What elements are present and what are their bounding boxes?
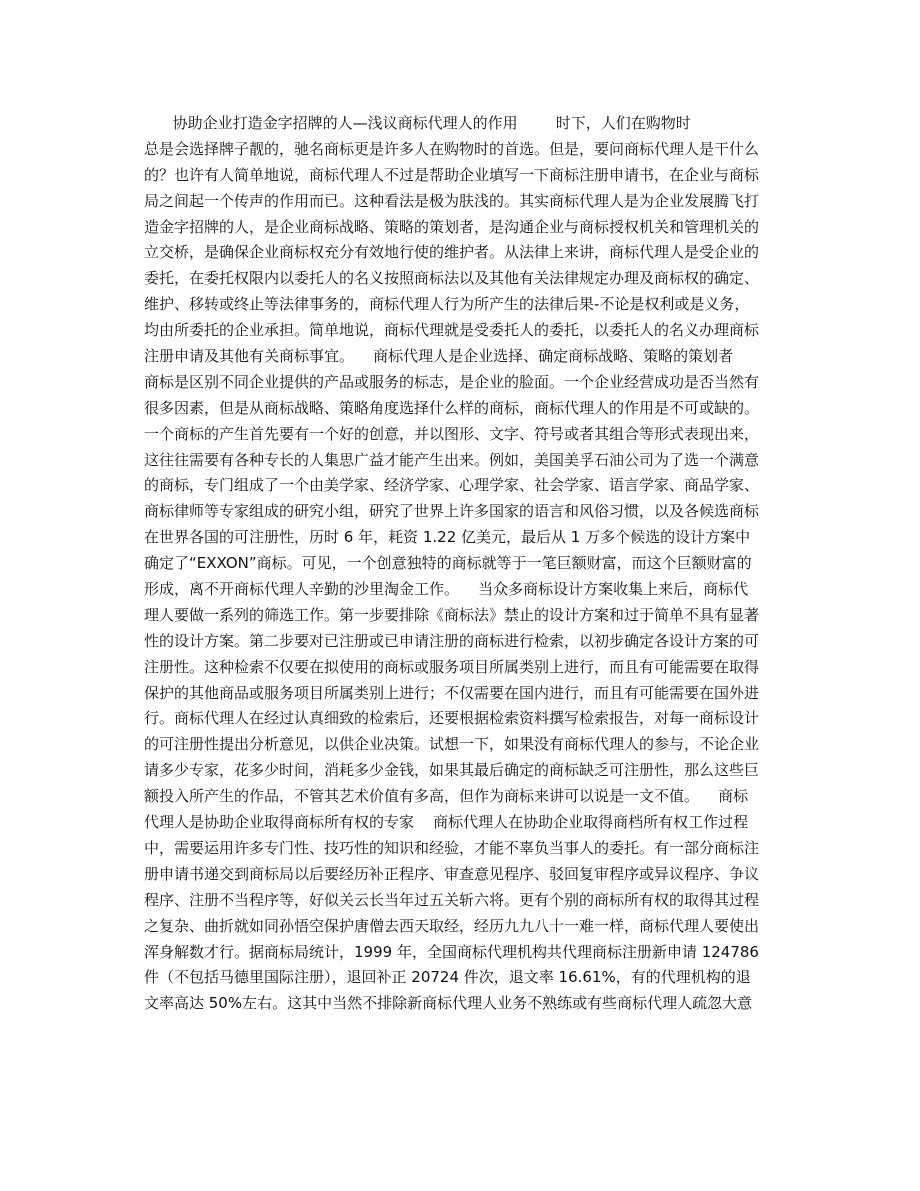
text-line: 行。商标代理人在经过认真细致的检索后，还要根据检索资料撰写检索报告，对每一商标设计	[144, 709, 760, 728]
text-line: 请多少专家，花多少时间，消耗多少金钱，如果其最后确定的商标缺乏可注册性，那么这些巨	[144, 761, 760, 780]
text-line: 理人要做一系列的筛选工作。第一步要排除《商标法》禁止的设计方案和过于简单不具有显著	[144, 605, 760, 624]
text-line: 保护的其他商品或服务项目所属类别上进行；不仅需要在国内进行，而且有可能需要在国外进	[144, 683, 760, 702]
text-line: 的可注册性提出分析意见，以供企业决策。试想一下，如果没有商标代理人的参与，不论企业	[144, 735, 760, 754]
text-line: 注册性。这种检索不仅要在拟使用的商标或服务项目所属类别上进行，而且有可能需要在取得	[144, 657, 760, 676]
section-heading-line: 代理人是协助企业取得商标所有权的专家 商标代理人在协助企业取得商档所有权工作过程	[144, 813, 749, 832]
text-line: 程序、注册不当程序等，好似关云长当年过五关斩六将。更有个别的商标所有权的取得其过程	[144, 890, 760, 909]
text-line: 一个商标的产生首先要有一个好的创意，并以图形、文字、符号或者其组合等形式表现出来，	[144, 424, 760, 443]
text-line: 均由所委托的企业承担。简单地说，商标代理就是受委托人的委托，以委托人的名义办理商标	[144, 321, 760, 340]
text-line: 额投入所产生的作品，不管其艺术价值有多高，但作为商标来讲可以说是一文不值。 商标	[144, 787, 749, 806]
text-line: 的商标，专门组成了一个由美学家、经济学家、心理学家、社会学家、语言学家、商品学家、	[144, 476, 760, 495]
text-line: 总是会选择牌子靓的，驰名商标更是许多人在购物时的首选。但是，要问商标代理人是干什么	[144, 139, 760, 158]
text-line: 立交桥，是确保企业商标权充分有效地行使的维护者。从法律上来讲，商标代理人是受企业的	[144, 243, 760, 262]
section-heading-line: 注册申请及其他有关商标事宜。 商标代理人是企业选择、确定商标战略、策略的策划者	[144, 347, 734, 366]
text-line: 中，需要运用许多专门性、技巧性的知识和经验，才能不辜负当事人的委托。有一部分商标注	[144, 838, 760, 857]
text-line: 商标律师等专家组成的研究小组，研究了世界上许多国家的语言和风俗习惯，以及各候选商标	[144, 502, 760, 521]
text-line: 件（不包括马德里国际注册），退回补正 20724 件次，退文率 16.61%，有的代理机构的退	[144, 968, 751, 987]
article-body	[144, 111, 784, 1017]
text-line: 商标是区别不同企业提供的产品或服务的标志，是企业的脸面。一个企业经营成功是否当然有	[144, 372, 760, 391]
text-line: 委托，在委托权限内以委托人的名义按照商标法以及其他有关法律规定办理及商标权的确定、	[144, 269, 760, 288]
text-line: 维护、移转或终止等法律事务的，商标代理人行为所产生的法律后果-不论是权利或是义务，	[144, 295, 750, 314]
text-line: 性的设计方案。第二步要对已注册或已申请注册的商标进行检索，以初步确定各设计方案的可	[144, 631, 760, 650]
text-line: 局之间起一个传声的作用而已。这种看法是极为肤浅的。其实商标代理人是为企业发展腾飞打	[144, 191, 760, 210]
text-line: 确定了“EXXON”商标。可见，一个创意独特的商标就等于一笔巨额财富，而这个巨额财富的	[144, 554, 752, 573]
text-line: 在世界各国的可注册性，历时 6 年，耗资 1.22 亿美元，最后从 1 万多个候选的设计方案中	[144, 528, 751, 547]
text-line: 很多因素，但是从商标战略、策略角度选择什么样的商标，商标代理人的作用是不可或缺的。	[144, 398, 760, 417]
text-line: 之复杂、曲折就如同孙悟空保护唐僧去西天取经，经历九九八十一难一样，商标代理人要使出	[144, 916, 760, 935]
text-line: 的？也许有人简单地说，商标代理人不过是帮助企业填写一下商标注册申请书，在企业与商标	[144, 165, 760, 184]
article-title-line: 协助企业打造金字招牌的人—浅议商标代理人的作用 时下，人们在购物时	[144, 114, 691, 132]
text-line: 形成，离不开商标代理人辛勤的沙里淘金工作。 当众多商标设计方案收集上来后，商标代	[144, 580, 749, 599]
text-line: 文率高达 50%左右。这其中当然不排除新商标代理人业务不熟练或有些商标代理人疏忽大意	[144, 994, 753, 1013]
text-line: 册申请书递交到商标局以后要经历补正程序、审查意见程序、驳回复审程序或异议程序、争议	[144, 864, 760, 883]
text-line: 这往往需要有各种专长的人集思广益才能产生出来。例如，美国美孚石油公司为了选一个满意	[144, 450, 760, 469]
text-line: 造金字招牌的人，是企业商标战略、策略的策划者，是沟通企业与商标授权机关和管理机关的	[144, 217, 760, 236]
text-line: 浑身解数才行。据商标局统计，1999 年，全国商标代理机构共代理商标注册新申请 124786	[144, 942, 759, 961]
